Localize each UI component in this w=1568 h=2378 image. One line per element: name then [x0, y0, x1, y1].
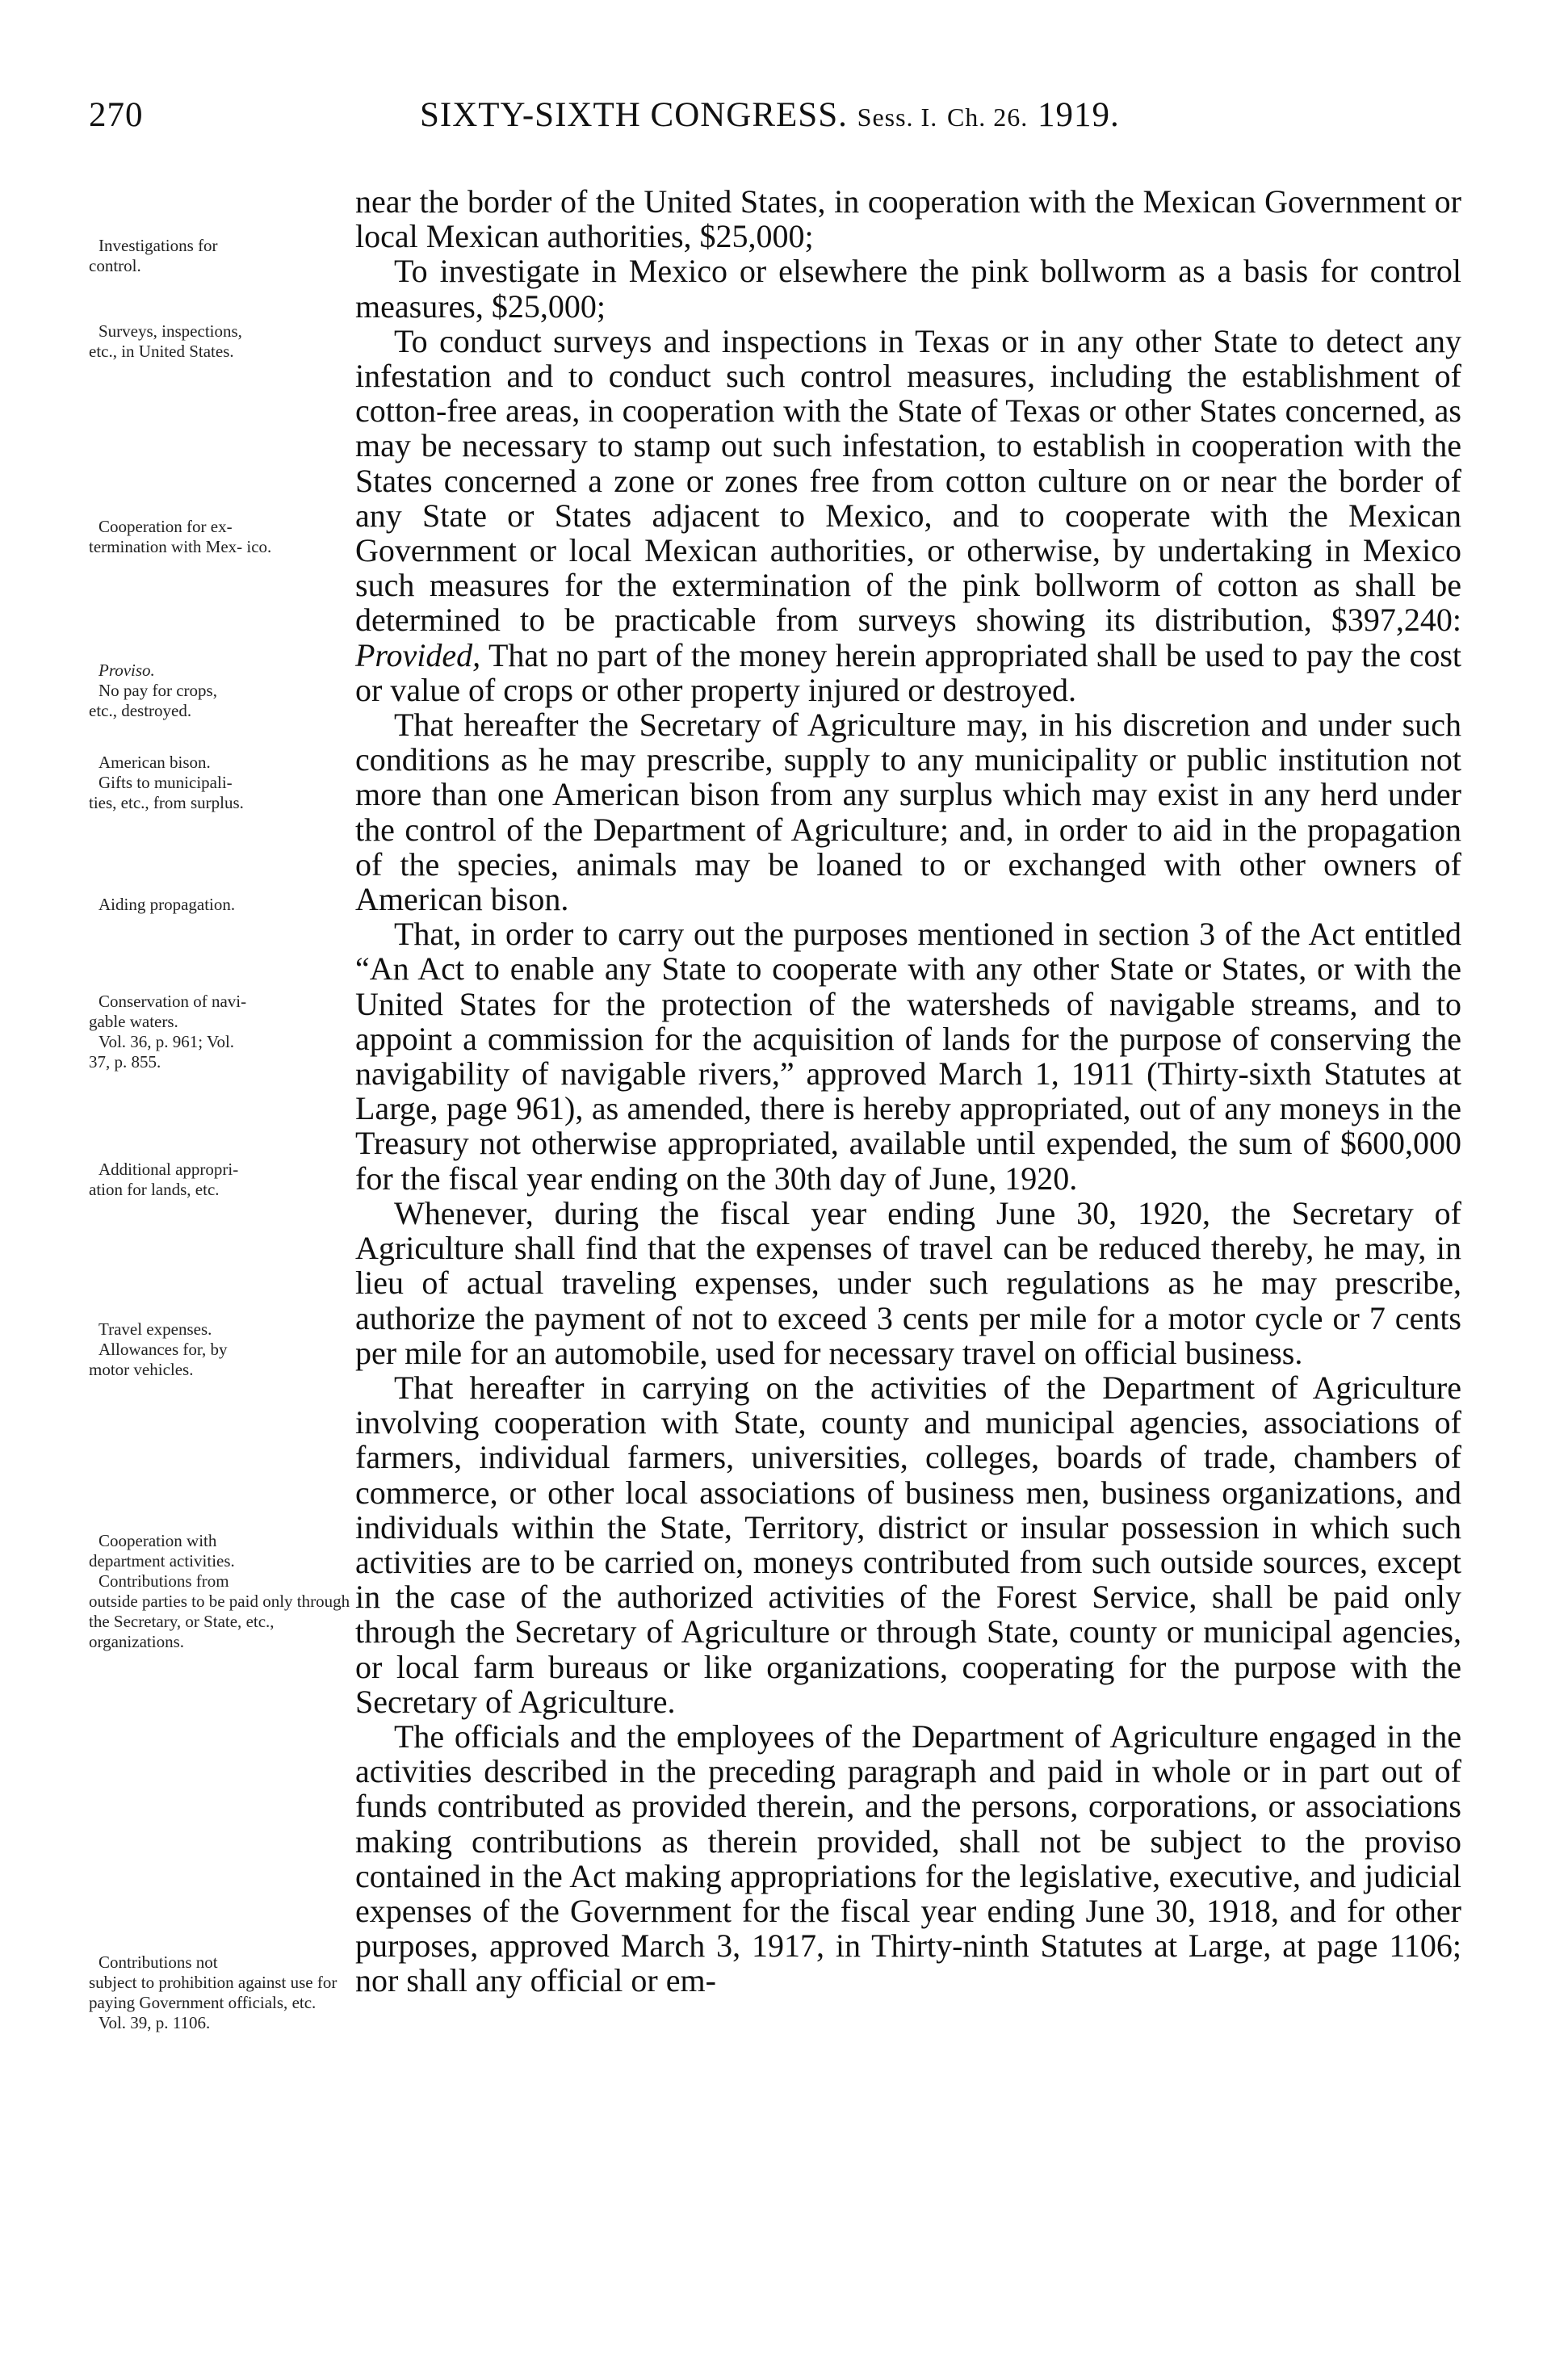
margin-note-cooperation-mexico — [89, 517, 355, 557]
margin-note-line: Cooperation for ex- — [99, 517, 233, 536]
page-header — [89, 95, 1445, 144]
margin-note-line: etc. — [291, 1993, 317, 2012]
margin-note-line: Conservation of navi- — [99, 992, 247, 1011]
margin-note-line: ico. — [246, 537, 272, 556]
margin-note-line: Surveys, inspections, — [99, 321, 242, 341]
margin-note-propagation — [89, 895, 355, 915]
paragraph: The officials and the employees of the Department of Agriculture engaged in the activities described in the preceding paragraph and paid in whole or in part out of funds contributed as provided therein, and the persons, corporations, or associations making contributions as therein provided, shall not be subject to the proviso contained in the Act making appropriations for the legislative, executive, and judicial expenses of the Government for the fiscal year ending June 30, 1918, and for other purposes, approved March 3, 1917, in Thirty-ninth Statutes at Large, at page 1106; nor shall any official or em- — [355, 1717, 1461, 1999]
margin-note-line: No pay for crops, — [99, 681, 217, 700]
margin-note-line: Cooperation with — [99, 1531, 217, 1550]
margin-note-line: termination with Mex- — [89, 537, 243, 556]
margin-note-line: Contributions from — [99, 1571, 229, 1591]
page-number: 270 — [89, 96, 144, 134]
session-label: Sess. I. — [857, 103, 938, 132]
margin-note-bison — [89, 753, 355, 813]
margin-note-line: Aiding propagation. — [99, 895, 236, 914]
margin-note-line: Additional appropri- — [99, 1160, 239, 1179]
margin-note-line: etc., in United States. — [89, 342, 234, 361]
margin-note-line: against use for paying — [89, 1973, 337, 2012]
margin-note-line: Secretary, or State, — [113, 1612, 242, 1631]
margin-note-conservation — [89, 992, 355, 1072]
paragraph: That hereafter the Secretary of Agriculture may, in his discretion and under such conditions as he may prescribe, supply to any municipality or public institution not more than one American bison from any surplus which may exist in any herd under the control of the Department of Agriculture; and, in order to aid in the propagation of the species, animals may be loaned to or exchanged with other owners of American bison. — [355, 707, 1461, 918]
margin-note-line: Contributions not — [99, 1952, 218, 1972]
margin-note-line: American bison. — [99, 753, 211, 772]
proviso-word: Provided, — [355, 636, 481, 673]
margin-note-line: department activities. — [89, 1551, 235, 1571]
margin-note-line: Travel expenses. — [99, 1319, 212, 1339]
margin-note-line: Government officials, — [139, 1993, 288, 2012]
paragraph-text: That no part of the money herein appropriated shall be used to pay the cost or value of crops or other property injured or destroyed. — [355, 636, 1461, 708]
running-title — [420, 95, 1120, 135]
margin-note-line: paid only through the — [89, 1592, 350, 1631]
year-label: 1919. — [1038, 96, 1120, 134]
margin-note-line: Allowances for, by — [99, 1340, 228, 1359]
margin-note-proviso — [89, 661, 355, 721]
margin-note-line: Investigations for — [99, 236, 218, 255]
paragraph: That hereafter in carrying on the activities of the Department of Agriculture involving cooperation with State, county and municipal agencies, associations of farmers, individual farmers, universities, colleges, boards of trade, chambers of commerce, or other local associations of business men, business organizations, and individuals within the State, Territory, district or insular possession in which such activities are to be carried on, moneys contributed from such outside sources, except in the case of the authorized activities of the Forest Service, shall be paid only through the Secretary of Agriculture or through State, county or municipal agencies, or local farm bureaus or like organizations, cooperating for the purpose with the Secretary of Agriculture. — [355, 1369, 1461, 1720]
chapter-label: Ch. 26. — [946, 103, 1029, 132]
margin-note-line: etc., organizations. — [89, 1612, 275, 1651]
margin-note-line: 37, p. 855. — [89, 1052, 161, 1072]
margin-note-line: ties, etc., from surplus. — [89, 793, 244, 812]
margin-note-surveys — [89, 321, 355, 362]
paragraph — [355, 324, 1461, 707]
margin-note-contributions — [89, 1952, 355, 2033]
congress-title: SIXTY-SIXTH CONGRESS. — [420, 96, 848, 134]
paragraph: near the border of the United States, in cooperation with the Mexican Government or local Mexican authorities, $25,000; — [355, 183, 1461, 255]
margin-note-cooperation-department — [89, 1531, 355, 1652]
margin-note-line: ation for lands, etc. — [89, 1180, 220, 1199]
margin-note-line: Vol. 39, p. 1106. — [99, 2013, 211, 2032]
margin-note-investigations — [89, 236, 355, 276]
margin-note-line: outside parties to be — [89, 1592, 225, 1611]
paragraph: That, in order to carry out the purposes mentioned in section 3 of the Act entitled “An Act to enable any State to cooperate with any other State or States, or with the United States for the protection of the watersheds of navigable streams, and to appoint a commission for the acquisition of lands for the purpose of conserving the navigability of navigable rivers,” approved March 1, 1911 (Thirty-sixth Statutes at Large, page 961), as amended, there is hereby appropriated, out of any moneys in the Treasury not otherwise appropriated, available until expended, the sum of $600,000 for the fiscal year ending on the 30th day of June, 1920. — [355, 916, 1461, 1197]
body-text — [355, 184, 1461, 1998]
margin-note-additional-appropriation — [89, 1160, 355, 1200]
paragraph: Whenever, during the fiscal year ending June 30, 1920, the Secretary of Agriculture shall find that the expenses of travel can be reduced thereby, he may, in lieu of actual traveling expenses, under such regulations as he may prescribe, authorize the payment of not to exceed 3 cents per mile for a motor cycle or 7 cents per mile for an automobile, used for necessary travel on official business. — [355, 1194, 1461, 1371]
margin-note-line: Proviso. — [99, 661, 155, 680]
margin-note-line: gable waters. — [89, 1012, 178, 1031]
margin-note-line: Gifts to municipali- — [99, 773, 233, 792]
margin-note-line: control. — [89, 256, 141, 275]
margin-note-line: subject to prohibition — [89, 1973, 234, 1992]
paragraph-text: To conduct surveys and inspections in Texas or in any other State to detect any infestation and to conduct such control measures, including the establishment of cotton-free areas, in cooperation with the State of Texas or other States concerned, as may be necessary to stamp out such infestation, to establish in cooperation with the States concerned a zone or zones free from cotton culture on or near the border of any State or States adjacent to Mexico, and to cooperate with the Mexican Government or local Mexican authorities, or otherwise, by undertaking in Mexico such measures for the extermination of the pink bollworm of cotton as shall be determined to be practicable from surveys showing its distribution, $397,240: — [355, 322, 1461, 639]
margin-note-line: Vol. 36, p. 961; Vol. — [99, 1032, 235, 1051]
margin-note-travel — [89, 1319, 355, 1380]
margin-note-line: etc., destroyed. — [89, 701, 192, 720]
margin-note-line: motor vehicles. — [89, 1360, 194, 1379]
paragraph: To investigate in Mexico or elsewhere the pink bollworm as a basis for control measures, $25,000; — [355, 253, 1461, 325]
